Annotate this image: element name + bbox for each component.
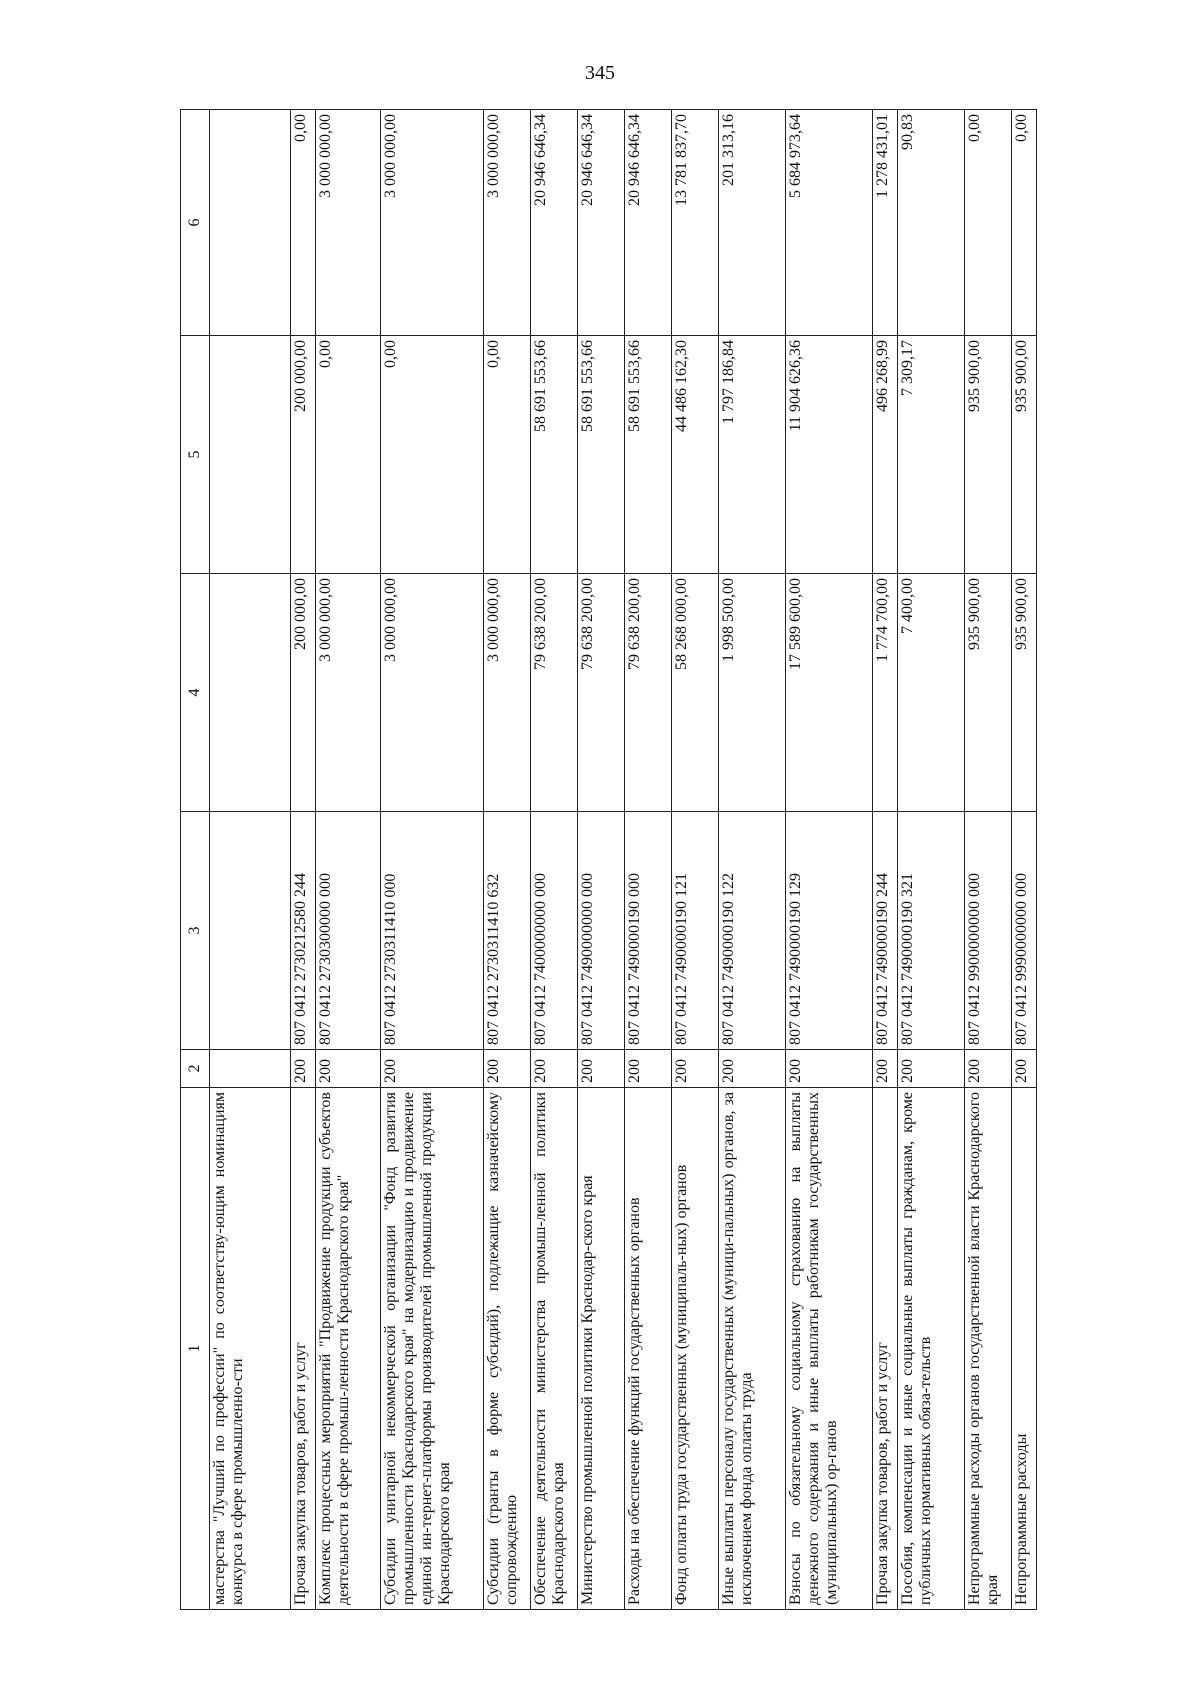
row-name-cell: Субсидии унитарной некоммерческой организации "Фонд развития промышленности Краснодарского края" на модернизацию и продвижение единой ин-тернет-платформы производителей промышленной продукции Краснодарского края <box>381 1088 484 1610</box>
row-code-cell: 200 <box>291 1050 316 1088</box>
row-executed-value-cell: 58 691 553,66 <box>578 336 625 574</box>
row-classification-cell: 807 0412 7490000190 321 <box>898 812 965 1050</box>
row-code-cell: 200 <box>316 1050 381 1088</box>
row-plan-value-cell <box>210 574 291 812</box>
page-number: 345 <box>585 62 615 84</box>
column-header: 5 <box>181 336 210 574</box>
row-remainder-value-cell: 0,00 <box>291 110 316 336</box>
rotated-table-wrapper <box>180 110 1100 1610</box>
table-row <box>578 110 625 1610</box>
row-name-cell: Министерство промышленной политики Краснодар-ского края <box>578 1088 625 1610</box>
table-row <box>1012 110 1037 1610</box>
row-remainder-value-cell: 13 781 837,70 <box>672 110 719 336</box>
row-plan-value-cell: 17 589 600,00 <box>786 574 873 812</box>
table-row <box>316 110 381 1610</box>
row-plan-value-cell: 935 900,00 <box>965 574 1012 812</box>
column-header: 1 <box>181 1088 210 1610</box>
row-executed-value-cell: 58 691 553,66 <box>531 336 578 574</box>
column-header: 4 <box>181 574 210 812</box>
row-plan-value-cell: 3 000 000,00 <box>381 574 484 812</box>
row-name-cell: Прочая закупка товаров, работ и услуг <box>291 1088 316 1610</box>
row-classification-cell <box>210 812 291 1050</box>
row-classification-cell: 807 0412 2730300000 000 <box>316 812 381 1050</box>
row-name-cell: Расходы на обеспечение функций государственных органов <box>625 1088 672 1610</box>
row-remainder-value-cell: 1 278 431,01 <box>873 110 898 336</box>
row-plan-value-cell: 1 998 500,00 <box>719 574 786 812</box>
row-classification-cell: 807 0412 2730311410 000 <box>381 812 484 1050</box>
table-row <box>625 110 672 1610</box>
row-plan-value-cell: 7 400,00 <box>898 574 965 812</box>
row-executed-value-cell: 496 268,99 <box>873 336 898 574</box>
row-remainder-value-cell: 20 946 646,34 <box>531 110 578 336</box>
row-remainder-value-cell: 20 946 646,34 <box>578 110 625 336</box>
row-classification-cell: 807 0412 2730212580 244 <box>291 812 316 1050</box>
row-executed-value-cell: 58 691 553,66 <box>625 336 672 574</box>
row-plan-value-cell: 1 774 700,00 <box>873 574 898 812</box>
row-code-cell: 200 <box>531 1050 578 1088</box>
table-row <box>381 110 484 1610</box>
column-header: 6 <box>181 110 210 336</box>
table-row <box>873 110 898 1610</box>
row-executed-value-cell: 1 797 186,84 <box>719 336 786 574</box>
row-name-cell: Прочая закупка товаров, работ и услуг <box>873 1088 898 1610</box>
row-remainder-value-cell: 5 684 973,64 <box>786 110 873 336</box>
rotated-table-container <box>180 110 1100 1610</box>
row-code-cell <box>210 1050 291 1088</box>
row-remainder-value-cell: 0,00 <box>965 110 1012 336</box>
table-header-row <box>181 110 210 1610</box>
row-classification-cell: 807 0412 7490000190 121 <box>672 812 719 1050</box>
row-code-cell: 200 <box>578 1050 625 1088</box>
row-plan-value-cell: 3 000 000,00 <box>316 574 381 812</box>
column-header: 2 <box>181 1050 210 1088</box>
row-name-cell: Непрограммные расходы органов государственной власти Краснодарского края <box>965 1088 1012 1610</box>
row-name-cell: Субсидии (гранты в форме субсидий), подлежащие казначейскому сопровождению <box>484 1088 531 1610</box>
table-body <box>210 110 1037 1610</box>
row-executed-value-cell: 0,00 <box>316 336 381 574</box>
row-name-cell: Фонд оплаты труда государственных (муниципаль-ных) органов <box>672 1088 719 1610</box>
row-executed-value-cell <box>210 336 291 574</box>
row-code-cell: 200 <box>786 1050 873 1088</box>
row-plan-value-cell: 3 000 000,00 <box>484 574 531 812</box>
row-classification-cell: 807 0412 7490000190 122 <box>719 812 786 1050</box>
row-executed-value-cell: 7 309,17 <box>898 336 965 574</box>
row-name-cell: Комплекс процессных мероприятий "Продвижение продукции субъектов деятельности в сфере промыш-ленности Краснодарского края" <box>316 1088 381 1610</box>
row-classification-cell: 807 0412 9990000000 000 <box>1012 812 1037 1050</box>
row-remainder-value-cell: 20 946 646,34 <box>625 110 672 336</box>
table-row <box>719 110 786 1610</box>
row-plan-value-cell: 200 000,00 <box>291 574 316 812</box>
table-row <box>965 110 1012 1610</box>
row-remainder-value-cell: 3 000 000,00 <box>316 110 381 336</box>
row-executed-value-cell: 0,00 <box>381 336 484 574</box>
row-name-cell: Непрограммные расходы <box>1012 1088 1037 1610</box>
row-executed-value-cell: 44 486 162,30 <box>672 336 719 574</box>
row-classification-cell: 807 0412 7490000190 244 <box>873 812 898 1050</box>
row-remainder-value-cell: 201 313,16 <box>719 110 786 336</box>
row-remainder-value-cell: 90,83 <box>898 110 965 336</box>
row-code-cell: 200 <box>625 1050 672 1088</box>
row-remainder-value-cell: 3 000 000,00 <box>381 110 484 336</box>
table-row <box>531 110 578 1610</box>
row-code-cell: 200 <box>672 1050 719 1088</box>
budget-table <box>180 109 1037 1610</box>
row-remainder-value-cell <box>210 110 291 336</box>
table-row <box>291 110 316 1610</box>
row-code-cell: 200 <box>873 1050 898 1088</box>
table-row <box>786 110 873 1610</box>
row-plan-value-cell: 58 268 000,00 <box>672 574 719 812</box>
row-executed-value-cell: 200 000,00 <box>291 336 316 574</box>
row-name-cell: Обеспечение деятельности министерства промыш-ленной политики Краснодарского края <box>531 1088 578 1610</box>
table-row <box>210 110 291 1610</box>
row-executed-value-cell: 11 904 626,36 <box>786 336 873 574</box>
row-classification-cell: 807 0412 7490000190 000 <box>625 812 672 1050</box>
row-classification-cell: 807 0412 7490000000 000 <box>578 812 625 1050</box>
row-classification-cell: 807 0412 2730311410 632 <box>484 812 531 1050</box>
row-name-cell: мастерства "Лучший по профессии" по соответству-ющим номинациям конкурса в сфере промышленно-сти <box>210 1088 291 1610</box>
row-executed-value-cell: 935 900,00 <box>1012 336 1037 574</box>
table-row <box>898 110 965 1610</box>
row-remainder-value-cell: 0,00 <box>1012 110 1037 336</box>
row-plan-value-cell: 79 638 200,00 <box>625 574 672 812</box>
row-classification-cell: 807 0412 7400000000 000 <box>531 812 578 1050</box>
row-plan-value-cell: 79 638 200,00 <box>531 574 578 812</box>
table-row <box>672 110 719 1610</box>
column-header: 3 <box>181 812 210 1050</box>
row-remainder-value-cell: 3 000 000,00 <box>484 110 531 336</box>
row-code-cell: 200 <box>965 1050 1012 1088</box>
row-executed-value-cell: 935 900,00 <box>965 336 1012 574</box>
row-name-cell: Иные выплаты персоналу государственных (муници-пальных) органов, за исключением фонда оплаты труда <box>719 1088 786 1610</box>
row-classification-cell: 807 0412 9900000000 000 <box>965 812 1012 1050</box>
row-plan-value-cell: 935 900,00 <box>1012 574 1037 812</box>
row-name-cell: Пособия, компенсации и иные социальные выплаты гражданам, кроме публичных нормативных обяза-тельств <box>898 1088 965 1610</box>
row-code-cell: 200 <box>381 1050 484 1088</box>
row-code-cell: 200 <box>719 1050 786 1088</box>
row-plan-value-cell: 79 638 200,00 <box>578 574 625 812</box>
table-row <box>484 110 531 1610</box>
row-classification-cell: 807 0412 7490000190 129 <box>786 812 873 1050</box>
row-code-cell: 200 <box>898 1050 965 1088</box>
row-code-cell: 200 <box>1012 1050 1037 1088</box>
row-executed-value-cell: 0,00 <box>484 336 531 574</box>
row-code-cell: 200 <box>484 1050 531 1088</box>
row-name-cell: Взносы по обязательному социальному страхованию на выплаты денежного содержания и иные выплаты работникам государственных (муниципальных) ор-ганов <box>786 1088 873 1610</box>
